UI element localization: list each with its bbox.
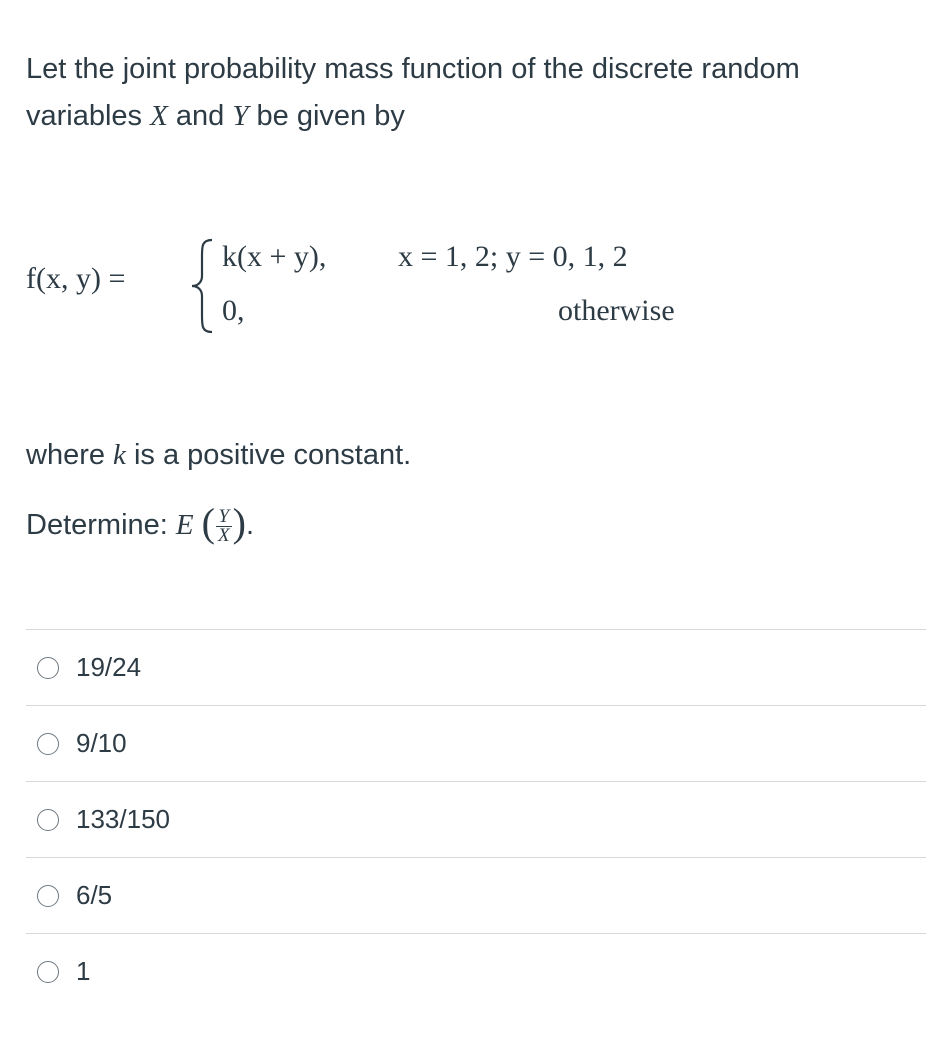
expectation-symbol: E <box>175 509 194 541</box>
pmf-lhs: f(x, y) = <box>26 262 126 295</box>
answer-option-3[interactable] <box>26 781 926 857</box>
left-brace <box>188 236 218 336</box>
variable-y: Y <box>232 100 249 132</box>
case1-condition: x = 1, 2; y = 0, 1, 2 <box>398 240 628 273</box>
fraction-y-over-x <box>216 505 232 546</box>
answer-label: 6/5 <box>76 880 113 910</box>
determine-line <box>26 502 906 549</box>
where-prefix: where <box>26 439 114 471</box>
radio-button[interactable] <box>37 809 59 831</box>
fraction-numerator: Y <box>216 508 232 527</box>
determine-end: . <box>245 509 254 541</box>
answer-label: 19/24 <box>76 652 142 682</box>
case2-expression: 0, <box>222 294 245 327</box>
answer-label: 9/10 <box>76 728 127 758</box>
answer-option-1[interactable] <box>26 629 926 705</box>
determine-label: Determine: <box>26 509 176 541</box>
answer-option-5[interactable] <box>26 933 926 1009</box>
answer-option-2[interactable] <box>26 705 926 781</box>
fraction-denominator: X <box>218 524 230 546</box>
intro-and: and <box>167 100 233 132</box>
radio-button[interactable] <box>37 733 59 755</box>
radio-button[interactable] <box>37 885 59 907</box>
answer-list <box>26 629 926 1009</box>
left-paren: ( <box>201 500 215 546</box>
intro-text-1: Let the joint probability mass function of the discrete random variables <box>26 53 800 132</box>
radio-button[interactable] <box>37 961 59 983</box>
question-intro <box>26 46 906 140</box>
answer-label: 1 <box>76 956 91 986</box>
variable-k: k <box>113 439 126 471</box>
answer-label: 133/150 <box>76 804 170 834</box>
case2-condition: otherwise <box>558 294 675 327</box>
intro-text-2: be given by <box>248 100 405 132</box>
where-suffix: is a positive constant. <box>125 439 412 471</box>
radio-button[interactable] <box>37 657 59 679</box>
variable-x: X <box>150 100 168 132</box>
constant-note <box>26 432 906 479</box>
right-paren: ) <box>232 500 246 546</box>
answer-option-4[interactable] <box>26 857 926 933</box>
case1-expression: k(x + y), <box>222 240 327 273</box>
